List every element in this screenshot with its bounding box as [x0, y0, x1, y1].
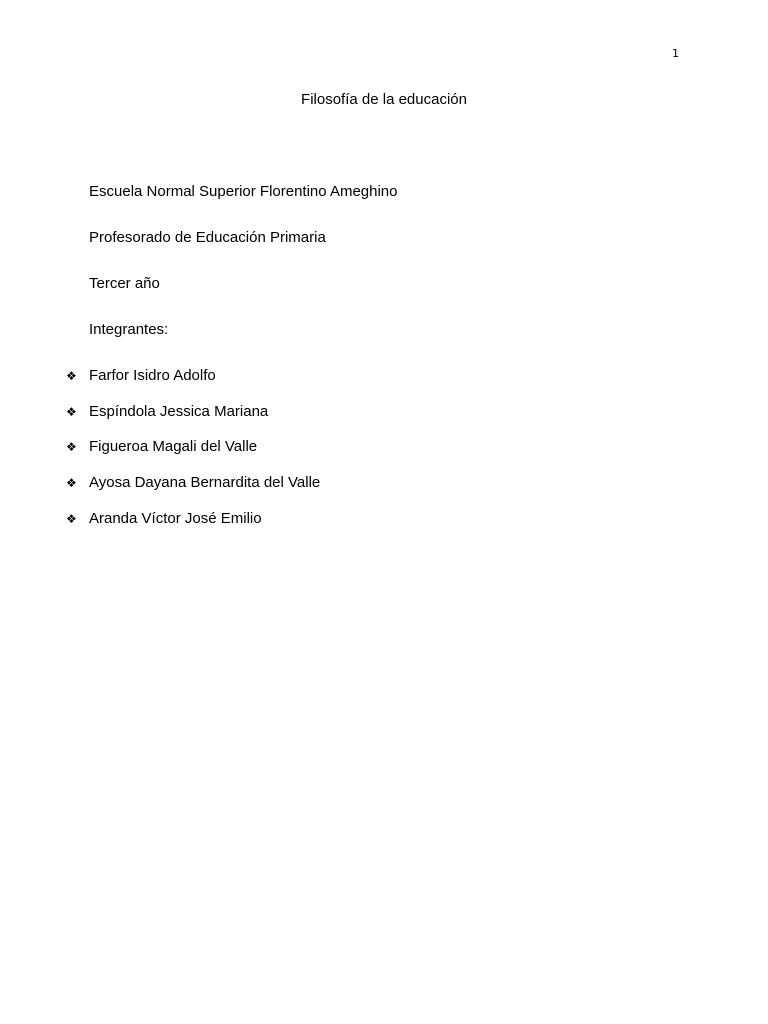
list-item	[66, 509, 262, 529]
member-name: Aranda Víctor José Emilio	[89, 510, 262, 527]
bullet-icon: ❖	[66, 369, 77, 383]
list-item	[66, 437, 257, 457]
bullet-icon: ❖	[66, 476, 77, 490]
bullet-icon: ❖	[66, 440, 77, 454]
member-name: Ayosa Dayana Bernardita del Valle	[89, 474, 321, 491]
program-name: Profesorado de Educación Primaria	[89, 229, 326, 246]
member-name: Figueroa Magali del Valle	[89, 438, 258, 455]
bullet-icon: ❖	[66, 512, 77, 526]
list-item	[66, 366, 216, 386]
list-item	[66, 402, 268, 422]
document-title: Filosofía de la educación	[301, 91, 467, 108]
bullet-icon: ❖	[66, 405, 77, 419]
list-item	[66, 473, 320, 493]
members-heading: Integrantes:	[89, 321, 169, 338]
member-name: Espíndola Jessica Mariana	[89, 403, 269, 420]
page-number: 1	[672, 47, 679, 60]
course-year: Tercer año	[89, 275, 160, 292]
member-name: Farfor Isidro Adolfo	[89, 367, 216, 384]
school-name: Escuela Normal Superior Florentino Ameghino	[89, 183, 398, 200]
